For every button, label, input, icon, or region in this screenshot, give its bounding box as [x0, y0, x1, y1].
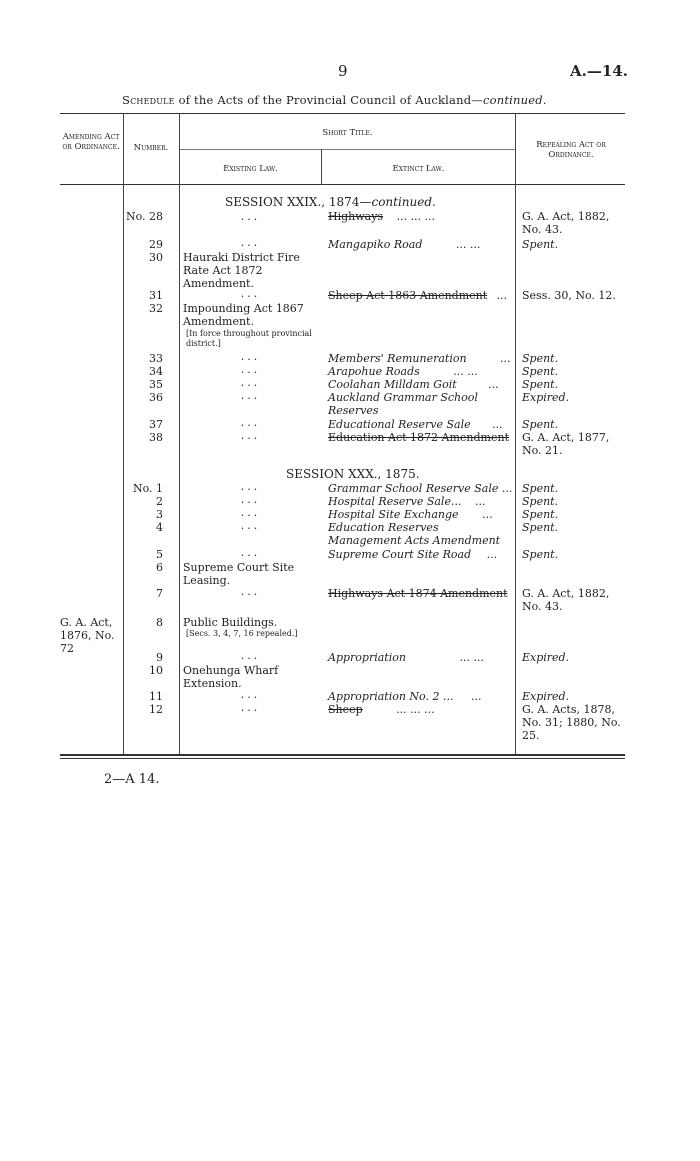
repealing-act: G. A. Act, 1882, No. 43. — [522, 210, 610, 236]
existing-law: ... — [240, 506, 261, 519]
row-number: 33 — [149, 352, 163, 365]
page-footer: 2—A 14. — [104, 772, 160, 787]
extinct-law: Sheep Act 1863 Amendment ... — [328, 289, 508, 302]
extinct-law: Highways Act 1874 Amendment — [328, 587, 508, 600]
row-number: 37 — [149, 418, 163, 431]
existing-law: ... — [240, 236, 261, 249]
header-number: Number. — [133, 143, 169, 153]
repealing-act: Spent. — [522, 365, 559, 378]
extinct-law: Appropriation ... ... — [328, 651, 484, 664]
title-main: of the Acts of the Provincial Council of Auckland— — [174, 93, 483, 107]
extinct-law: Hospital Site Exchange ... — [328, 508, 493, 521]
col-divider-2 — [179, 113, 180, 754]
leader-dots: ... — [486, 548, 498, 561]
header-extinct: Extinct Law. — [392, 164, 445, 174]
row-number: 3 — [156, 508, 163, 521]
existing-law: Onehunga Wharf Extension. — [183, 664, 279, 690]
existing-law: ... — [240, 376, 261, 389]
repealing-act: Sess. 30, No. 12. — [522, 289, 616, 302]
table-top-rule — [60, 113, 625, 114]
existing-law: Hauraki District Fire Rate Act 1872 Amendment. — [183, 251, 300, 290]
row-number: 34 — [149, 365, 163, 378]
existing-law: ... — [240, 389, 261, 402]
repealing-act: G. A. Act, 1882, No. 43. — [522, 587, 610, 613]
extinct-law: Appropriation No. 2 ... ... — [328, 690, 482, 703]
header-amending: Amending Act or Ordinance. — [62, 132, 120, 152]
repealing-act: Expired. — [522, 690, 570, 703]
repealing-act: Spent. — [522, 521, 559, 534]
short-title-rule — [180, 149, 515, 150]
amending-act: G. A. Act, 1876, No. 72 — [60, 616, 115, 655]
leader-dots: ... ... ... — [396, 703, 435, 716]
repealing-act: Spent. — [522, 495, 559, 508]
extinct-law: Supreme Court Site Road ... — [328, 548, 498, 561]
table-bottom-rule-2 — [60, 758, 625, 759]
row-number: 4 — [156, 521, 163, 534]
leader-dots: ... — [482, 508, 493, 521]
existing-law: ... — [240, 701, 261, 714]
extinct-law: Highways ... ... ... — [328, 210, 436, 223]
leader-dots: ... ... ... — [396, 210, 436, 223]
row-number: 29 — [149, 238, 163, 251]
session-heading-xxix — [225, 195, 436, 209]
existing-law: ... — [240, 416, 261, 429]
existing-law: Supreme Court Site Leasing. — [183, 561, 295, 587]
existing-law-note: [Secs. 3, 4, 7, 16 repealed.] — [186, 629, 298, 638]
row-number: No. 1 — [132, 482, 163, 495]
page-number: 9 — [338, 62, 348, 80]
row-number: 31 — [149, 289, 163, 302]
existing-law: ... — [240, 480, 261, 493]
existing-law: Impounding Act 1867 Amendment. — [183, 302, 304, 328]
row-number: 36 — [149, 391, 163, 404]
repealing-act: Expired. — [522, 391, 570, 404]
existing-law: ... — [240, 350, 261, 363]
schedule-title — [122, 93, 547, 107]
row-number: 7 — [156, 587, 163, 600]
header-short-title: Short Title. — [322, 128, 373, 138]
leader-dots: ... — [501, 482, 513, 495]
leader-dots: ... — [496, 289, 508, 302]
repealing-act: Expired. — [522, 651, 570, 664]
existing-law: ... — [240, 210, 261, 223]
row-number: 5 — [156, 548, 163, 561]
extinct-law: Educational Reserve Sale ... — [328, 418, 503, 431]
row-number: 30 — [149, 251, 163, 264]
leader-dots: ... — [492, 418, 503, 431]
header-repealing: Repealing Act or Ordinance. — [536, 140, 606, 160]
header-bottom-rule — [60, 184, 625, 185]
existing-law: ... — [240, 585, 261, 598]
existing-law: ... — [240, 493, 261, 506]
existing-law-note: [In force throughout provincial district.] — [186, 329, 312, 348]
repealing-act: Spent. — [522, 352, 559, 365]
existing-law: ... — [240, 287, 261, 300]
repealing-act: Spent. — [522, 482, 559, 495]
row-number: 35 — [149, 378, 163, 391]
row-number: 6 — [156, 561, 163, 574]
col-divider-4 — [515, 113, 516, 754]
repealing-act: Spent. — [522, 418, 559, 431]
session-label: SESSION XXIX., 1874— — [225, 195, 372, 209]
title-prefix: Schedule — [122, 93, 175, 107]
repealing-act: G. A. Act, 1877, No. 21. — [522, 431, 610, 457]
leader-dots: ... ... — [453, 365, 478, 378]
repealing-act: G. A. Acts, 1878, No. 31; 1880, No. 25. — [522, 703, 621, 742]
leader-dots: ... — [470, 690, 482, 703]
row-number: 10 — [149, 664, 163, 677]
repealing-act: Spent. — [522, 548, 559, 561]
row-number: 12 — [149, 703, 163, 716]
row-number: 2 — [156, 495, 163, 508]
row-number: 38 — [149, 431, 163, 444]
title-suffix: continued. — [482, 93, 547, 107]
page-reference: A.—14. — [570, 62, 628, 80]
existing-law: ... — [240, 649, 261, 662]
row-number: 32 — [149, 302, 163, 315]
extinct-law: Education Act 1872 Amendment — [328, 431, 509, 444]
extinct-law: Education Reserves Management Acts Amendment — [328, 521, 501, 547]
row-number: 9 — [156, 651, 163, 664]
existing-law: ... — [240, 363, 261, 376]
session-continued: continued. — [371, 195, 436, 209]
header-existing: Existing Law. — [223, 164, 278, 174]
existing-law: ... — [240, 519, 261, 532]
leader-dots: ... — [474, 495, 486, 508]
extinct-law: Auckland Grammar School Reserves — [328, 391, 478, 417]
repealing-act: Spent. — [522, 508, 559, 521]
row-number: 11 — [149, 690, 163, 703]
repealing-act: Spent. — [522, 238, 559, 251]
existing-law: ... — [240, 429, 261, 442]
repealing-act: Spent. — [522, 378, 559, 391]
leader-dots: ... ... — [459, 651, 484, 664]
existing-law: ... — [240, 688, 261, 701]
leader-dots: ... — [500, 352, 511, 365]
extinct-law: Coolahan Milldam Goit ... — [328, 378, 499, 391]
table-bottom-rule — [60, 754, 625, 756]
row-number: No. 28 — [125, 210, 163, 223]
row-number: 8 — [156, 616, 163, 629]
existing-law: ... — [240, 546, 261, 559]
extinct-law: Arapohue Roads ... ... — [328, 365, 478, 378]
extinct-law: Grammar School Reserve Sale ... — [328, 482, 513, 495]
leader-dots: ... ... — [455, 238, 481, 251]
extinct-law: Hospital Reserve Sale... ... — [328, 495, 486, 508]
extinct-law: Sheep ... ... ... — [328, 703, 435, 716]
existing-law: Public Buildings. — [183, 616, 278, 629]
extinct-law: Members' Remuneration ... — [328, 352, 511, 365]
session-heading-xxx: SESSION XXX., 1875. — [286, 467, 420, 481]
leader-dots: ... — [488, 378, 499, 391]
extinct-law: Mangapiko Road ... ... — [328, 238, 481, 251]
